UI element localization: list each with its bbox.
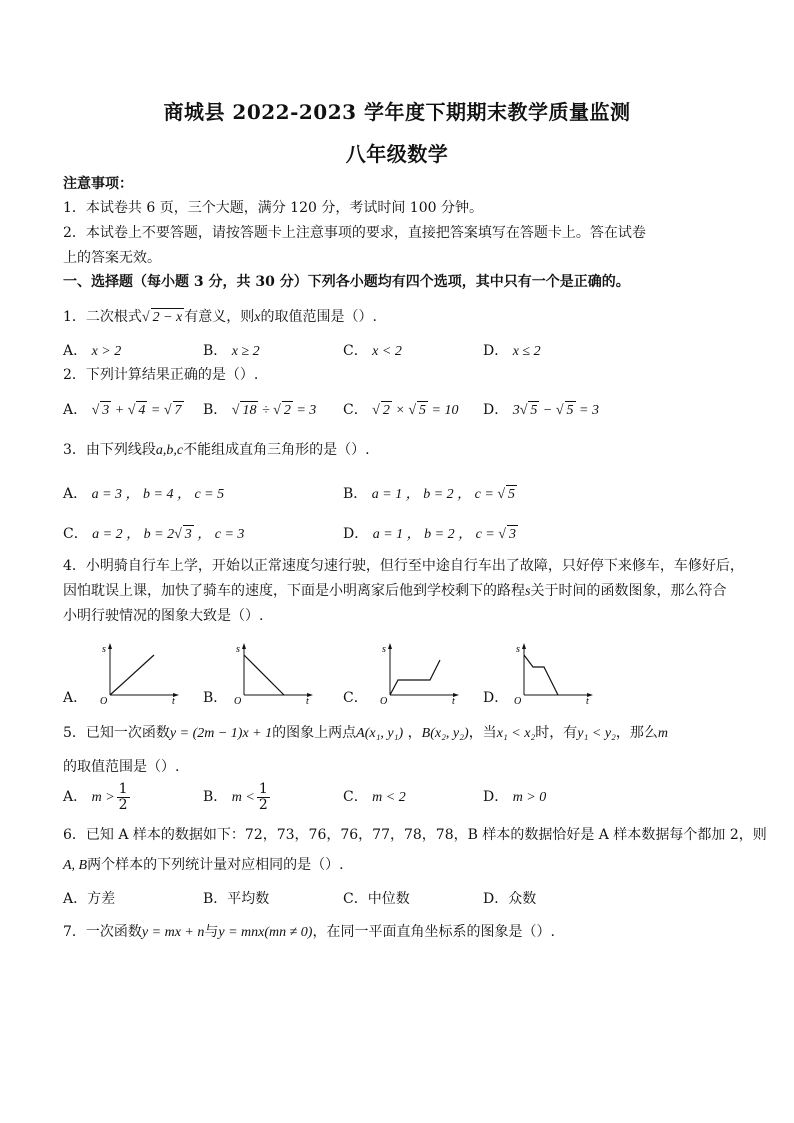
q4-option-d-label: D． bbox=[483, 690, 509, 706]
q4-a-curve bbox=[110, 655, 154, 695]
q3-option-a: A． a = 3 ， b = 4 ， c = 5 bbox=[63, 486, 225, 502]
q6-option-a: A．方差 bbox=[63, 891, 116, 907]
q6-option-c: C．中位数 bbox=[343, 891, 410, 907]
q5-option-d: D． m > 0 bbox=[483, 789, 547, 805]
q4-graph-a bbox=[92, 640, 182, 705]
q3-option-d: D． a = 1 ， b = 2 ， c = √ 3 bbox=[343, 526, 516, 542]
q5-option-c: C． m < 2 bbox=[343, 789, 406, 805]
page-subtitle: 八年级数学 bbox=[345, 142, 449, 166]
q2-option-b: B． √ 18 ÷ √ 2 = 3 bbox=[203, 402, 317, 418]
notice-item-1: 1．本试卷共 6 页，三个大题，满分 120 分，考试时间 100 分钟。 bbox=[63, 200, 483, 216]
svg-text:s: s bbox=[102, 644, 106, 655]
svg-text:t: t bbox=[452, 696, 455, 705]
q1-option-a: A． x > 2 bbox=[63, 343, 122, 359]
q4-option-c-label: C． bbox=[343, 690, 368, 706]
notice-heading: 注意事项： bbox=[63, 176, 133, 192]
notice-item-2: 2．本试卷上不要答题，请按答题卡上注意事项的要求，直接把答案填写在答题卡上。答在试卷 bbox=[63, 225, 646, 241]
question-7-stem: 7．一次函数y = mx + n与y = mnx(mn ≠ 0)，在同一平面直角坐标系的图象是（）. bbox=[63, 924, 555, 940]
svg-text:t: t bbox=[586, 696, 589, 705]
svg-text:s: s bbox=[516, 644, 520, 655]
q6-option-d: D．众数 bbox=[483, 891, 537, 907]
section-heading: 一、选择题（每小题 3 分，共 30 分）下列各小题均有四个选项，其中只有一个是正确的。 bbox=[63, 274, 630, 290]
q5-option-a: A． m > $\frac{1}{2}$ bbox=[63, 780, 128, 813]
q5-option-b: B． m < $\frac{1}{2}$ bbox=[203, 780, 268, 813]
q1-radicand: 2 − x bbox=[152, 310, 183, 325]
question-4-line-2: 因怕耽误上课，加快了骑车的速度，下面是小明离家后他到学校剩下的路程s关于时间的函数图象，那么符合 bbox=[63, 583, 727, 599]
question-3-stem: 3．由下列线段a,b,c不能组成直角三角形的是（）. bbox=[63, 442, 370, 458]
q1-option-d: D． x ≤ 2 bbox=[483, 343, 541, 359]
svg-text:O: O bbox=[514, 696, 522, 705]
q3-option-b: B． a = 1 ， b = 2 ， c = √ 5 bbox=[343, 486, 515, 502]
question-1-stem bbox=[63, 307, 377, 328]
notice-item-2-cont: 上的答案无效。 bbox=[63, 250, 161, 266]
page-title: 商城县 2022-2023 学年度下期期末教学质量监测 bbox=[163, 100, 631, 124]
q4-b-curve bbox=[244, 655, 284, 695]
svg-text:s: s bbox=[236, 644, 240, 655]
q1-var: x bbox=[254, 310, 261, 325]
q1-post: 的取值范围是（）. bbox=[260, 309, 377, 325]
svg-text:O: O bbox=[234, 696, 242, 705]
q4-graph-c bbox=[372, 640, 462, 705]
question-5-stem: 5．已知一次函数y = (2m − 1)x + 1的图象上两点A(x₁, y₁) ，B(x₂, y₂)，当x₁ < x₂时，有y₁ < y₂，那么m bbox=[63, 725, 669, 741]
q4-graph-d bbox=[506, 640, 596, 705]
q2-option-d: D． 3√ 5 − √ 5 = 3 bbox=[483, 402, 599, 418]
q2-option-c: C． √ 2 × √ 5 = 10 bbox=[343, 402, 459, 418]
question-6-line-2: A, B两个样本的下列统计量对应相同的是（）. bbox=[63, 857, 344, 873]
q4-option-b-label: B． bbox=[203, 690, 228, 706]
q1-option-c: C． x < 2 bbox=[343, 343, 402, 359]
q6-option-b: B．平均数 bbox=[203, 891, 270, 907]
question-5-stem-cont: 的取值范围是（）. bbox=[63, 759, 180, 775]
question-6-line-1: 6．已知 A 样本的数据如下：72，73，76，76，77，78，78，B 样本的数据恰好是 A 样本数据每个都加 2，则 bbox=[63, 827, 767, 843]
svg-text:t: t bbox=[172, 696, 175, 705]
q4-c-curve bbox=[390, 660, 440, 695]
q4-d-curve bbox=[524, 655, 558, 695]
q1-mid: 有意义，则 bbox=[184, 309, 255, 325]
svg-text:O: O bbox=[380, 696, 388, 705]
q4-option-a-label: A． bbox=[63, 690, 88, 706]
question-4-line-1: 4．小明骑自行车上学，开始以正常速度匀速行驶，但行至中途自行车出了故障，只好停下来修车，车修好后， bbox=[63, 558, 744, 574]
question-4-line-3: 小明行驶情况的图象大致是（）. bbox=[63, 608, 264, 624]
svg-text:t: t bbox=[306, 696, 309, 705]
svg-text:s: s bbox=[382, 644, 386, 655]
q3-option-c: C． a = 2 ， b = 2√ 3 ， c = 3 bbox=[63, 526, 245, 542]
q1-radical: √ 2 − x bbox=[141, 310, 183, 325]
svg-text:O: O bbox=[100, 696, 108, 705]
q1-option-b: B． x ≥ 2 bbox=[203, 343, 260, 359]
q2-option-a: A． √ 3 + √ 4 = √ 7 bbox=[63, 402, 182, 418]
question-2-stem: 2．下列计算结果正确的是（）. bbox=[63, 367, 259, 383]
q4-graph-b bbox=[226, 640, 316, 705]
q1-pre: 1．二次根式 bbox=[63, 309, 142, 325]
